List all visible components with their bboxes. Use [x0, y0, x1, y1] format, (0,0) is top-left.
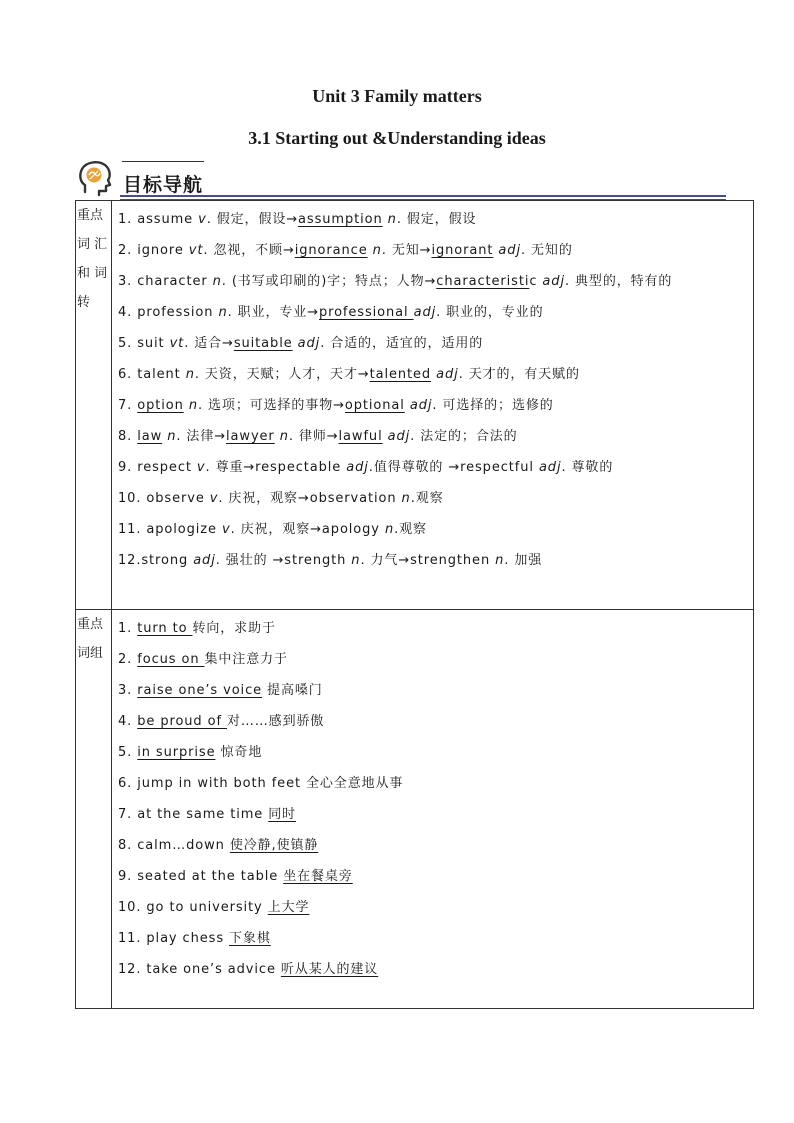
section-items [112, 201, 754, 610]
list-item [118, 359, 745, 390]
list-item [118, 644, 745, 675]
item-text: . 律师→ [288, 429, 339, 444]
part-of-speech: n [384, 522, 395, 537]
item-text: . (书写或印刷的)字；特点；人物→ [221, 274, 437, 289]
part-of-speech: adj [297, 336, 321, 351]
part-of-speech: adj [498, 243, 521, 258]
answer-underlined: ignorance [294, 243, 368, 258]
item-text: . 忽视，不顾→ [203, 243, 295, 258]
part-of-speech: adj [538, 460, 562, 475]
item-text: .观察 [394, 522, 427, 537]
item-text: 提高嗓门 [262, 683, 323, 698]
item-text: . 合适的，适宜的，适用的 [320, 336, 484, 351]
answer-underlined: talented [369, 367, 432, 382]
item-text: . 假定，假设→ [206, 212, 299, 227]
item-text: . 法律→ [176, 429, 227, 444]
part-of-speech: adj [193, 553, 216, 568]
item-text: .值得尊敬的 →respectful [368, 460, 539, 475]
item-text: 惊奇地 [215, 745, 263, 760]
part-of-speech: adj [409, 398, 433, 413]
item-text: 转向，求助于 [192, 621, 276, 636]
part-of-speech: adj [387, 429, 411, 444]
item-text: 6. talent [118, 367, 186, 382]
item-text: 11. apologize [118, 522, 222, 537]
part-of-speech: n [167, 429, 177, 444]
answer-underlined: in surprise [137, 745, 216, 760]
item-text: 对……感到骄傲 [226, 714, 325, 729]
item-text: 集中注意力于 [204, 652, 288, 667]
item-text: 3. [118, 683, 138, 698]
item-text: . 庆祝，观察→observation [218, 491, 402, 506]
answer-underlined: lawyer [226, 429, 275, 444]
part-of-speech: vt [188, 243, 204, 258]
part-of-speech: n [387, 212, 397, 227]
answer-underlined: 上大学 [267, 900, 310, 915]
answer-underlined: focus on [137, 652, 205, 667]
list-item [118, 861, 745, 892]
category-line: 重点 [77, 617, 104, 632]
item-text: 5. [118, 745, 138, 760]
item-text: 11. play chess [118, 931, 230, 946]
unit-title: Unit 3 Family matters [312, 86, 482, 106]
item-text: 2. ignore [118, 243, 189, 258]
item-text: 4. [118, 714, 138, 729]
list-item [118, 545, 745, 576]
answer-underlined: law [137, 429, 163, 444]
part-of-speech: n [218, 305, 228, 320]
list-item [118, 675, 745, 706]
item-text: 1. assume [118, 212, 199, 227]
list-item [118, 954, 745, 985]
answer-underlined: 下象棋 [229, 931, 271, 946]
part-of-speech: adj [542, 274, 565, 289]
item-text: 7. at the same time [118, 807, 269, 822]
item-text: . 选项；可选择的事物→ [197, 398, 345, 413]
part-of-speech: v [198, 212, 207, 227]
list-item [118, 297, 745, 328]
part-of-speech: n [185, 367, 195, 382]
banner-label: 目标导航 [123, 174, 204, 196]
list-item [118, 204, 745, 235]
item-text: 2. [118, 652, 138, 667]
answer-underlined: option [137, 398, 184, 413]
answer-underlined: raise one’s voice [137, 683, 263, 698]
answer-underlined: turn to [137, 621, 193, 636]
vocab-table [75, 200, 754, 1009]
item-text: 8. [118, 429, 138, 444]
part-of-speech: n [279, 429, 289, 444]
part-of-speech: n [495, 553, 505, 568]
item-text: . 无知的 [520, 243, 573, 258]
item-text: . 职业，专业→ [227, 305, 319, 320]
list-item [118, 923, 745, 954]
part-of-speech: adj [346, 460, 369, 475]
vocab-section-phrases [76, 610, 754, 1009]
item-text: 10. observe [118, 491, 210, 506]
answer-underlined: characteristi [436, 274, 530, 289]
part-of-speech: v [221, 522, 231, 537]
answer-underlined: 坐在餐桌旁 [283, 869, 353, 884]
item-text: . 尊敬的 [561, 460, 614, 475]
part-of-speech: v [196, 460, 206, 475]
category-line: 词 汇 [77, 237, 108, 252]
item-text: c [529, 274, 543, 289]
banner-top-line [122, 161, 204, 162]
part-of-speech: adj [436, 367, 459, 382]
answer-underlined: be proud of [137, 714, 227, 729]
list-item [118, 328, 745, 359]
answer-underlined: assumption [298, 212, 383, 227]
item-text: 10. go to university [118, 900, 268, 915]
list-item [118, 768, 745, 799]
list-item [118, 892, 745, 923]
item-text: 12. take one’s advice [118, 962, 281, 977]
category-line: 和 词 [77, 266, 108, 281]
item-text: . 典型的，特有的 [564, 274, 673, 289]
part-of-speech: vt [169, 336, 185, 351]
item-text: . 假定，假设 [396, 212, 477, 227]
item-text: 3. character [118, 274, 213, 289]
item-text: . 无知→ [381, 243, 432, 258]
list-item [118, 799, 745, 830]
answer-underlined: professional [318, 305, 414, 320]
list-item [118, 266, 745, 297]
answer-underlined: optional [344, 398, 405, 413]
category-line: 词组 [77, 646, 104, 661]
item-text: 4. profession [118, 305, 219, 320]
item-text: . 职业的，专业的 [436, 305, 544, 320]
answer-underlined: 听从某人的建议 [280, 962, 379, 977]
section-items [112, 610, 754, 1009]
list-item [118, 613, 745, 644]
part-of-speech: n [372, 243, 382, 258]
answer-underlined: lawful [338, 429, 383, 444]
item-text: . 力气→strengthen [360, 553, 496, 568]
section-title: 3.1 Starting out &Understanding ideas [248, 128, 546, 148]
goal-banner [76, 158, 726, 202]
part-of-speech: v [209, 491, 219, 506]
part-of-speech: n [351, 553, 361, 568]
item-text: 1. [118, 621, 138, 636]
item-text: 9. seated at the table [118, 869, 284, 884]
item-text: . 尊重→respectable [205, 460, 347, 475]
item-text: . 天才的，有天赋的 [458, 367, 580, 382]
list-item [118, 830, 745, 861]
list-item [118, 514, 745, 545]
item-text: 7. [118, 398, 138, 413]
section-category [76, 201, 112, 610]
category-line: 重点 [77, 208, 104, 223]
section-category [76, 610, 112, 1009]
part-of-speech: adj [413, 305, 437, 320]
list-item [118, 390, 745, 421]
item-text: 6. jump in with both feet 全心全意地从事 [118, 776, 404, 791]
part-of-speech: n [401, 491, 411, 506]
part-of-speech: n [212, 274, 222, 289]
answer-underlined: suitable [233, 336, 293, 351]
item-text: . 适合→ [184, 336, 234, 351]
item-text: . 天资，天赋；人才，天才→ [194, 367, 370, 382]
banner-rule [120, 195, 726, 197]
list-item [118, 452, 745, 483]
list-item [118, 737, 745, 768]
item-text: . 庆祝，观察→apology [230, 522, 385, 537]
item-text: . 强壮的 →strength [215, 553, 352, 568]
item-text: 8. calm…down [118, 838, 230, 853]
item-text: .观察 [410, 491, 444, 506]
list-item [118, 706, 745, 737]
list-item [118, 421, 745, 452]
item-text: 9. respect [118, 460, 197, 475]
part-of-speech: n [188, 398, 198, 413]
item-text: 5. suit [118, 336, 170, 351]
item-text: . 可选择的；选修的 [432, 398, 554, 413]
item-text: 12.strong [118, 553, 194, 568]
answer-underlined: 使冷静,使镇静 [229, 838, 319, 853]
vocab-section-words [76, 201, 754, 610]
item-text: . 法定的；合法的 [410, 429, 518, 444]
list-item [118, 235, 745, 266]
answer-underlined: ignorant [431, 243, 494, 258]
answer-underlined: 同时 [268, 807, 297, 822]
item-text: . 加强 [504, 553, 543, 568]
category-line: 转 [77, 295, 91, 310]
list-item [118, 483, 745, 514]
brain-head-icon [76, 158, 116, 198]
